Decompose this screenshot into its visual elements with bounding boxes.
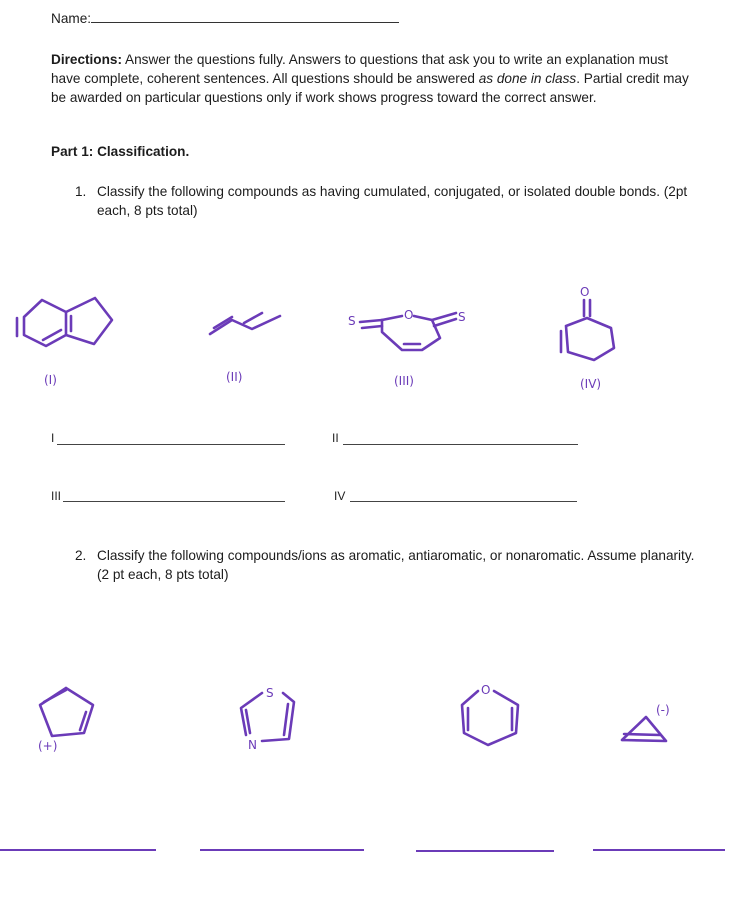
name-label: Name: <box>51 11 92 26</box>
blank-label-1: I <box>51 431 55 445</box>
directions-label: Directions: <box>51 52 123 67</box>
compound-6-sulfur: S <box>266 686 274 700</box>
compound-5-structure <box>40 688 93 736</box>
compound-3-oxygen: O <box>404 308 414 322</box>
answer-line-1[interactable] <box>57 444 285 445</box>
compound-7-structure <box>462 691 518 745</box>
compound-4-structure <box>561 300 614 360</box>
q2-answer-line-3[interactable] <box>416 850 554 852</box>
q2-answer-line-2[interactable] <box>200 849 364 851</box>
directions-italic: as done in class <box>478 71 577 86</box>
blank-label-4: IV <box>334 489 346 503</box>
blank-label-2: II <box>332 431 339 445</box>
compound-8-charge: (-) <box>656 703 670 717</box>
question-1-number: 1. <box>75 184 87 199</box>
part1-title: Part 1: Classification. <box>51 144 190 159</box>
compound-1-structure <box>17 298 112 346</box>
directions-text-1: Answer the questions fully. Answers to questions that ask you to write an explanation must have complete, coherent sentences. All questions should be answered <box>51 52 669 86</box>
question-1-text: Classify the following compounds as having cumulated, conjugated, or isolated double bonds. (2pt each, 8 pts total) <box>97 184 688 218</box>
question-2-number: 2. <box>75 548 87 563</box>
compound-3-label: (III) <box>394 374 414 388</box>
answer-line-4[interactable] <box>350 501 577 502</box>
compound-4-oxygen: O <box>580 285 590 299</box>
compound-2-structure <box>210 313 280 334</box>
compound-1-label: (I) <box>44 373 57 387</box>
compound-6-structure <box>241 693 294 741</box>
compound-5-charge: (+) <box>38 739 58 753</box>
q2-answer-line-1[interactable] <box>0 849 156 851</box>
answer-line-2[interactable] <box>343 444 578 445</box>
directions-text-2: . Partial credit may be awarded on particular questions only if work shows progress toward the correct answer. <box>51 71 689 105</box>
compound-3-sulfur-right: S <box>458 310 466 324</box>
q2-answer-line-4[interactable] <box>593 849 725 851</box>
question-2-text: Classify the following compounds/ions as aromatic, antiaromatic, or nonaromatic. Assume planarity. (2 pt each, 8 pts total) <box>97 548 695 582</box>
compound-7-oxygen: O <box>481 683 491 697</box>
compound-8-structure <box>622 717 666 741</box>
compound-6-nitrogen: N <box>248 738 257 752</box>
blank-label-3: III <box>51 489 62 503</box>
compound-2-label: (II) <box>226 370 243 384</box>
compound-3-sulfur-left: S <box>348 314 356 328</box>
answer-line-3[interactable] <box>63 501 285 502</box>
compound-4-label: (IV) <box>580 377 602 391</box>
